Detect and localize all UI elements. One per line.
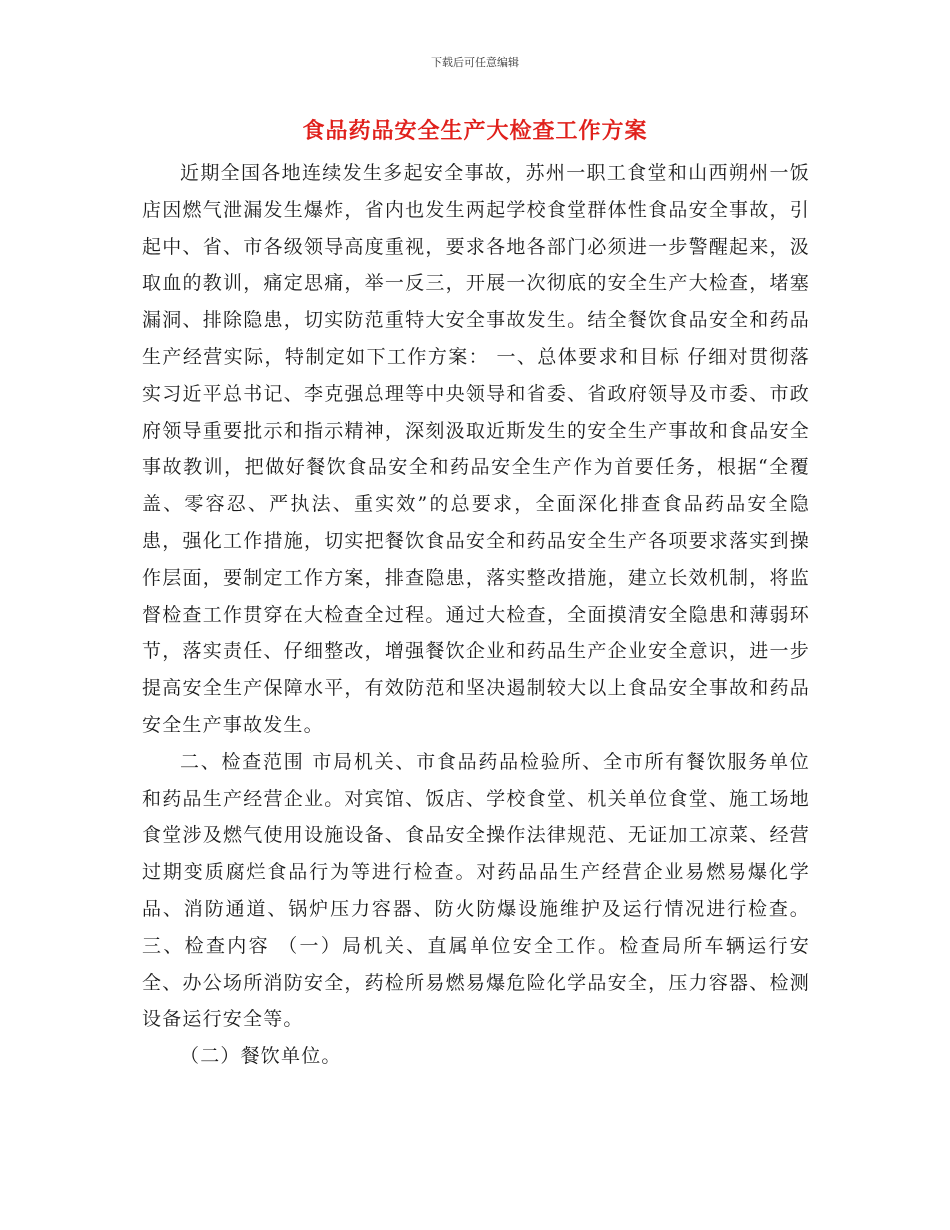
document-body [142,155,810,1075]
page-header-note: 下载后可任意编辑 [431,56,519,69]
document-title: 食品药品安全生产大检查工作方案 [302,118,648,144]
paragraph-intro: 近期全国各地连续发生多起安全事故，苏州一职工食堂和山西朔州一饭店因燃气泄漏发生爆炸，省内也发生两起学校食堂群体性食品安全事故，引起中、省、市各级领导高度重视，要求各地各部门必须进一步警醒起来，汲取血的教训，痛定思痛，举一反三，开展一次彻底的安全生产大检查，堵塞漏洞、排除隐患，切实防范重特大安全事故发生。结全餐饮食品安全和药品生产经营实际，特制定如下工作方案： 一、总体要求和目标 仔细对贯彻落实习近平总书记、李克强总理等中央领导和省委、省政府领导及市委、市政府领导重要批示和指示精神，深刻汲取近斯发生的安全生产事故和食品安全事故教训，把做好餐饮食品安全和药品安全生产作为首要任务，根据“全覆盖、零容忍、严执法、重实效”的总要求，全面深化排查食品药品安全隐患，强化工作措施，切实把餐饮食品安全和药品安全生产各项要求落实到操作层面，要制定工作方案，排查隐患，落实整改措施，建立长效机制，将监督检查工作贯穿在大检查全过程。通过大检查，全面摸清安全隐患和薄弱环节，落实责任、仔细整改，增强餐饮企业和药品生产企业安全意识，进一步提高安全生产保障水平，有效防范和坚决遏制较大以上食品安全事故和药品安全生产事故发生。 [142,162,810,736]
paragraph-scope: 二、检查范围 市局机关、市食品药品检验所、全市所有餐饮服务单位和药品生产经营企业。对宾馆、饭店、学校食堂、机关单位食堂、施工场地食堂涉及燃气使用设施设备、食品安全操作法律规范、无证加工凉菜、经营过期变质腐烂食品行为等进行检查。对药品品生产经营企业易燃易爆化学品、消防通道、锅炉压力容器、防火防爆设施维护及运行情况进行检查。 三、检查内容 （一）局机关、直属单位安全工作。检查局所车辆运行安全、办公场所消防安全，药检所易燃易爆危险化学品安全，压力容器、检测设备运行安全等。 [142,750,810,1031]
paragraph-catering: （二）餐饮单位。 [180,1045,342,1068]
